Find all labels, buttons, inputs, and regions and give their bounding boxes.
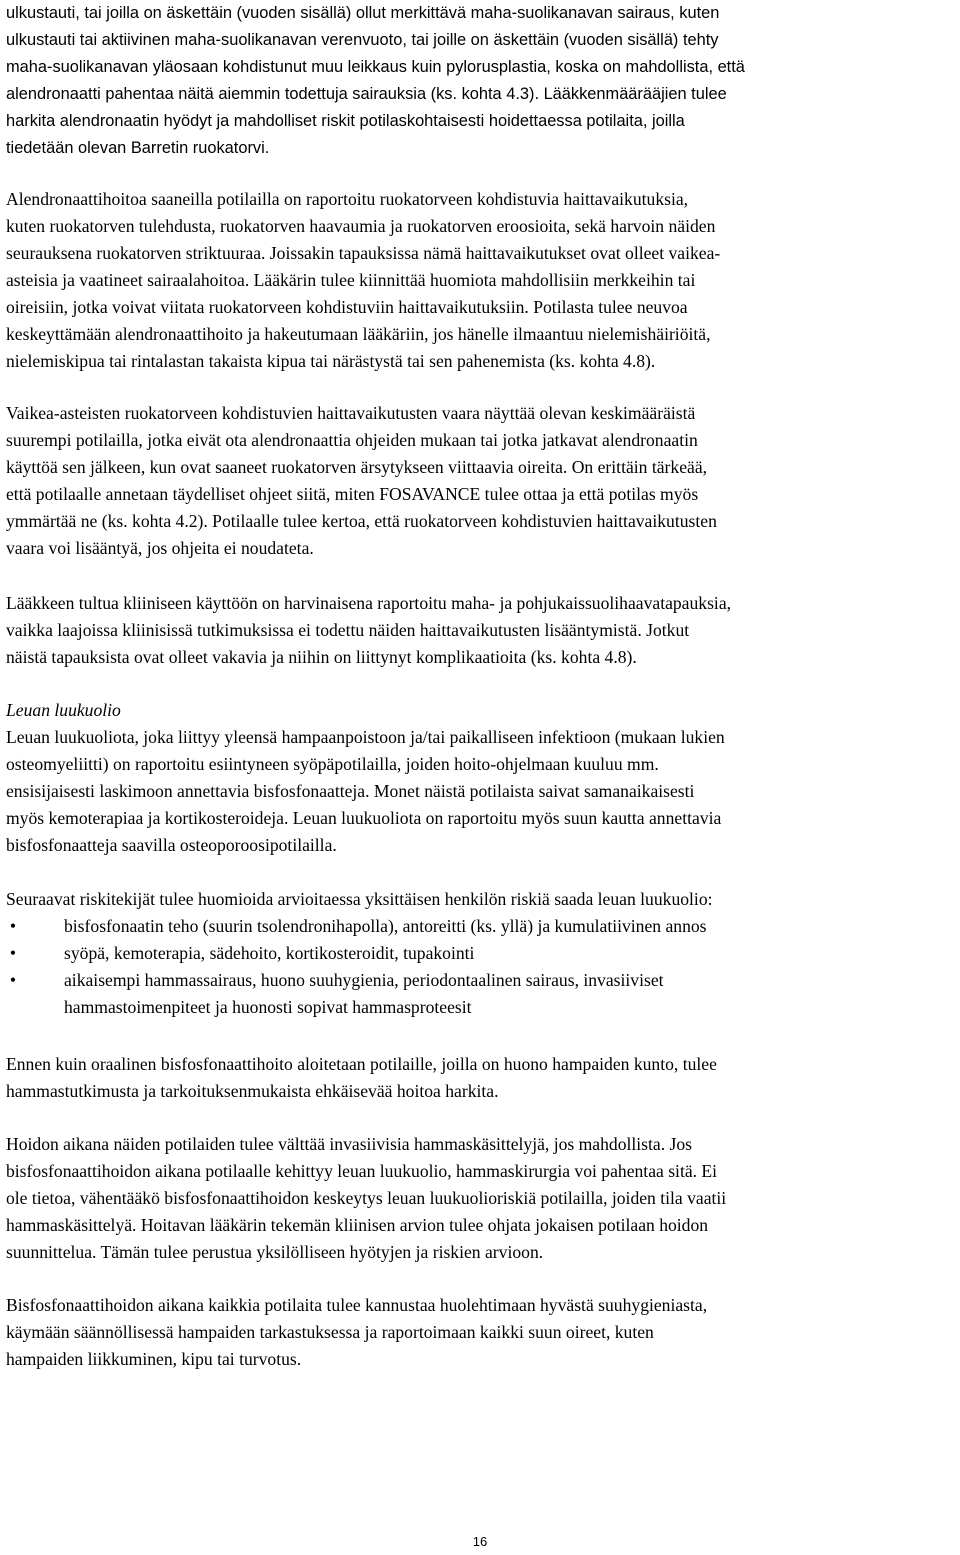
- text-line: harkita alendronaatin hyödyt ja mahdolliset riskit potilaskohtaisesti hoidettaessa potilaita, joilla: [6, 112, 685, 130]
- risk-factors: [6, 886, 956, 1021]
- text-line: Leuan luukuoliota, joka liittyy yleensä hampaanpoistoon ja/tai paikalliseen infektioon (mukaan lukien: [6, 727, 725, 747]
- text-line: suurempi potilailla, jotka eivät ota alendronaattia ohjeiden mukaan tai jotka jatkavat alendronaatin: [6, 430, 698, 450]
- text-line: Vaikea-asteisten ruokatorveen kohdistuvien haittavaikutusten vaara näyttää olevan keskimääräistä: [6, 403, 696, 423]
- bullet-text: bisfosfonaatin teho (suurin tsolendronihapolla), antoreitti (ks. yllä) ja kumulatiivinen annos: [64, 916, 707, 936]
- text-line: ulkustauti tai aktiivinen maha-suolikanavan verenvuoto, tai joille on äskettäin (vuoden sisällä) tehty: [6, 31, 719, 49]
- paragraph-gi-contraindications: [6, 0, 956, 162]
- text-line: ulkustauti, tai joilla on äskettäin (vuoden sisällä) ollut merkittävä maha-suolikanavan sairaus, kuten: [6, 4, 720, 22]
- text-line: kuten ruokatorven tulehdusta, ruokatorven haavaumia ja ruokatorven eroosioita, sekä harvoin näiden: [6, 216, 716, 236]
- text-line: Ennen kuin oraalinen bisfosfonaattihoito aloitetaan potilaille, joilla on huono hampaiden kunto, tulee: [6, 1054, 717, 1074]
- text-line: tiedetään olevan Barretin ruokatorvi.: [6, 139, 270, 157]
- text-line: oireisiin, jotka voivat viitata ruokatorveen kohdistuviin haittavaikutuksiin. Potilasta tulee neuvoa: [6, 297, 688, 317]
- paragraph-severe-esophageal-risk: [6, 400, 956, 562]
- text-line: vaara voi lisääntyä, jos ohjeita ei noudateta.: [6, 538, 314, 558]
- text-line: ymmärtää ne (ks. kohta 4.2). Potilaalle tulee kertoa, että ruokatorveen kohdistuvien haittavaikutusten: [6, 511, 717, 531]
- text-line: ole tietoa, vähentääkö bisfosfonaattihoidon keskeytys leuan luukuolioriskiä potilailla, joiden tila vaatii: [6, 1188, 727, 1208]
- bullet-item: [6, 967, 956, 994]
- text-line: näistä tapauksista ovat olleet vakavia ja niihin on liittynyt komplikaatioita (ks. kohta 4.8).: [6, 647, 637, 667]
- text-line: bisfosfonaatteja saavilla osteoporoosipotilailla.: [6, 835, 337, 855]
- text-line: nielemiskipua tai rintalastan takaista kipua tai närästystä tai sen pahenemista (ks. kohta 4.8).: [6, 351, 656, 371]
- text-line: alendronaatti pahentaa näitä aiemmin todettuja sairauksia (ks. kohta 4.3). Lääkkenmäärääjien tulee: [6, 85, 727, 103]
- text-line: käymään säännöllisessä hampaiden tarkastuksessa ja raportoimaan kaikki suun oireet, kuten: [6, 1322, 654, 1342]
- text-line: vaikka laajoissa kliinisissä tutkimuksissa ei todettu näiden haittavaikutusten lisääntymistä. Jotkut: [6, 620, 690, 640]
- text-line: keskeyttämään alendronaattihoito ja hakeutumaan lääkäriin, jos hänelle ilmaantuu nielemishäiriöitä,: [6, 324, 711, 344]
- text-line: Hoidon aikana näiden potilaiden tulee välttää invasiivisia hammaskäsittelyjä, jos mahdollista. Jos: [6, 1134, 693, 1154]
- paragraph-esophageal-adverse-reactions: [6, 186, 956, 375]
- bullet-icon: •: [9, 970, 17, 990]
- text-line: seurauksena ruokatorven striktuuraa. Joissakin tapauksissa nämä haittavaikutukset ovat olleet vaikea-: [6, 243, 721, 263]
- paragraph-dental-exam: [6, 1051, 956, 1105]
- bullet-text: aikaisempi hammassairaus, huono suuhygienia, periodontaalinen sairaus, invasiiviset: [64, 970, 664, 990]
- text-line: suunnittelua. Tämän tulee perustua yksilölliseen hyötyjen ja riskien arvioon.: [6, 1242, 544, 1262]
- paragraph-ulcer-reports: [6, 590, 956, 671]
- section-heading: Leuan luukuolio: [6, 700, 121, 720]
- text-line: että potilaalle annetaan täydelliset ohjeet siitä, miten FOSAVANCE tulee ottaa ja että potilas myös: [6, 484, 699, 504]
- risk-factors-intro: Seuraavat riskitekijät tulee huomioida arvioitaessa yksittäisen henkilön riskiä saada leuan luukuolio:: [6, 889, 713, 909]
- section-jaw-osteonecrosis: [6, 697, 956, 859]
- bullet-icon: •: [9, 943, 17, 963]
- text-line: hampaiden liikkuminen, kipu tai turvotus.: [6, 1349, 302, 1369]
- text-line: käyttöä sen jälkeen, kun ovat saaneet ruokatorven ärsytykseen viittaavia oireita. On erittäin tärkeää,: [6, 457, 708, 477]
- bullet-text: syöpä, kemoterapia, sädehoito, kortikosteroidit, tupakointi: [64, 943, 475, 963]
- page-number: 16: [472, 1534, 488, 1549]
- text-line: asteisia ja vaatineet sairaalahoitoa. Lääkärin tulee kiinnittää huomiota mahdollisiin merkkeihin tai: [6, 270, 696, 290]
- paragraph-during-treatment: [6, 1131, 956, 1266]
- bullet-icon: •: [9, 916, 17, 936]
- bullet-item: [6, 913, 956, 940]
- text-line: osteomyeliitti) on raportoitu esiintyneen syöpäpotilailla, joiden hoito-ohjelmaan kuuluu mm.: [6, 754, 659, 774]
- text-line: bisfosfonaattihoidon aikana potilaalle kehittyy leuan luukuolio, hammaskirurgia voi pahentaa sitä. Ei: [6, 1161, 718, 1181]
- text-line: ensisijaisesti laskimoon annettavia bisfosfonaatteja. Monet näistä potilaista saivat samanaikaisesti: [6, 781, 695, 801]
- bullet-continuation: hammastoimenpiteet ja huonosti sopivat hammasproteesit: [64, 997, 472, 1017]
- paragraph-oral-hygiene: [6, 1292, 956, 1373]
- text-line: Alendronaattihoitoa saaneilla potilailla on raportoitu ruokatorveen kohdistuvia haittavaikutuksia,: [6, 189, 689, 209]
- text-line: myös kemoterapiaa ja kortikosteroideja. Leuan luukuoliota on raportoitu myös suun kautta annettavia: [6, 808, 722, 828]
- text-line: hammaskäsittelyä. Hoitavan lääkärin tekemän kliinisen arvion tulee ohjata jokaisen potilaan hoidon: [6, 1215, 709, 1235]
- text-line: maha-suolikanavan yläosaan kohdistunut muu leikkaus kuin pylorusplastia, koska on mahdollista, että: [6, 58, 745, 76]
- text-line: Lääkkeen tultua kliiniseen käyttöön on harvinaisena raportoitu maha- ja pohjukaissuolihaavatapauksia,: [6, 593, 732, 613]
- text-line: hammastutkimusta ja tarkoituksenmukaista ehkäisevää hoitoa harkita.: [6, 1081, 499, 1101]
- bullet-item: [6, 940, 956, 967]
- text-line: Bisfosfonaattihoidon aikana kaikkia potilaita tulee kannustaa huolehtimaan hyvästä suuhygieniasta,: [6, 1295, 708, 1315]
